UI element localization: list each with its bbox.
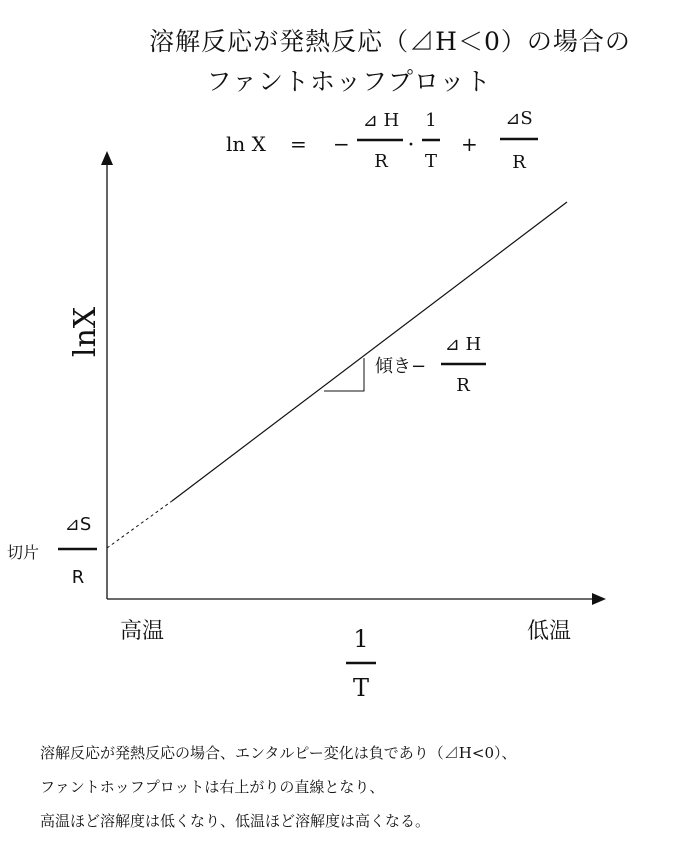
equation-plus-sign: + (461, 132, 478, 156)
title-line-2: ファントホッフプロット (206, 67, 492, 96)
intercept-label: 切片 (7, 543, 40, 562)
equation-minus-sign: − (333, 132, 350, 156)
caption-line-2: ファントホッフプロットは右上がりの直線となり、 (40, 778, 385, 796)
x-axis-one-numerator: 1 (353, 625, 369, 653)
x-axis-label-low-temperature: 低温 (527, 619, 572, 644)
y-axis-arrowhead (101, 151, 113, 165)
slope-annotation (375, 334, 486, 396)
equation-equals-sign: = (290, 132, 307, 156)
plot-line-extrapolation-dashed (107, 501, 172, 548)
equation-lhs: ln X (226, 132, 266, 156)
intercept-r-denominator: R (71, 567, 85, 588)
y-axis-label: lnX (68, 306, 103, 358)
slope-delta-h-numerator: ⊿ H (444, 334, 482, 355)
x-axis-label-high-temperature: 高温 (120, 619, 165, 644)
equation-delta-h-numerator: ⊿ H (362, 110, 400, 131)
equation-one-numerator: 1 (425, 110, 437, 131)
plot-line-solid (172, 202, 567, 501)
x-axis-t-denominator: T (352, 674, 370, 702)
slope-triangle (324, 358, 364, 391)
slope-r-denominator: R (456, 375, 470, 396)
caption-line-3: 高温ほど溶解度は低くなり、低温ほど溶解度は高くなる。 (40, 812, 431, 830)
equation-multiplication-dot: · (407, 133, 415, 158)
slope-label: 傾き− (375, 356, 427, 377)
equation-r-denominator-1: R (374, 151, 388, 172)
equation-r-denominator-2: R (512, 152, 526, 173)
equation-t-denominator: T (424, 151, 438, 172)
caption-line-1: 溶解反応が発熱反応の場合、エンタルピー変化は負であり（⊿H<0）、 (40, 744, 517, 762)
equation-delta-s-numerator: ⊿S (505, 108, 533, 129)
intercept-delta-s-numerator: ⊿S (64, 514, 92, 535)
title-line-1: 溶解反応が発熱反応（⊿H＜0）の場合の (149, 27, 631, 56)
vant-hoff-equation (226, 108, 538, 173)
x-axis-arrowhead (592, 593, 606, 605)
intercept-annotation (7, 514, 97, 588)
